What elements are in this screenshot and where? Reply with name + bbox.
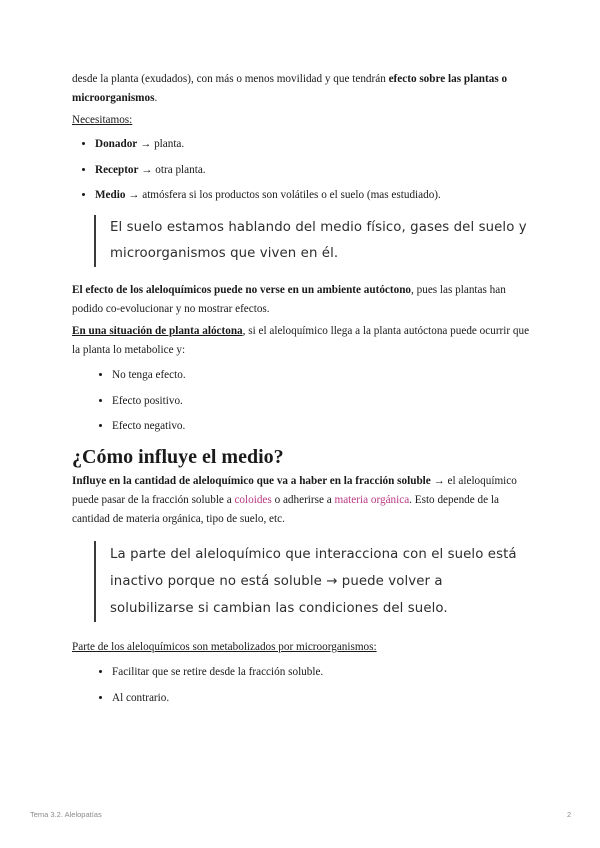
aloctona-list	[72, 366, 530, 436]
intro-bold: efecto sobre las plantas o microorganismos	[72, 73, 508, 104]
intro-end: .	[154, 92, 158, 104]
necesitamos-heading: Necesitamos:	[72, 114, 133, 126]
efecto-paragraph	[72, 281, 530, 319]
section-title: ¿Cómo influye el medio?	[72, 446, 284, 468]
aloctona-bold: En una situación de planta alóctona	[72, 325, 243, 337]
section-bold: Influye en la cantidad de aleloquímico que va a haber en la fracción soluble	[72, 475, 431, 487]
item-text: → planta.	[137, 138, 185, 150]
list-item: • No tenga efecto.	[112, 366, 530, 385]
blockquote-medio: El suelo estamos hablando del medio físico, gases del suelo y microorganismos que viven en él.	[94, 215, 530, 267]
list-item: • Al contrario.	[112, 689, 530, 708]
list-item	[95, 161, 530, 180]
metabolizados-list	[72, 663, 530, 708]
aloctona-paragraph	[72, 322, 530, 360]
efecto-text: , pues las plantas han podido co-evolucionar y no mostrar efectos.	[72, 284, 506, 315]
list-item: • Efecto positivo.	[112, 392, 530, 411]
aloctona-text: , si el aleloquímico llega a la planta autóctona puede ocurrir que la planta lo metabolice y:	[72, 325, 530, 356]
list-item	[95, 135, 530, 154]
list-item: • Efecto negativo.	[112, 417, 530, 436]
document-body	[72, 70, 530, 714]
section-paragraph	[72, 472, 530, 529]
item-bold: Receptor	[95, 163, 139, 176]
materia-organica-link[interactable]: materia orgánica	[334, 494, 410, 506]
item-text: → otra planta.	[138, 163, 206, 176]
efecto-bold: El efecto de los aleloquímicos puede no verse en un ambiente autóctono	[72, 284, 412, 296]
footer-title: Tema 3.2. Alelopatías	[30, 810, 102, 819]
item-text: → atmósfera si los productos son volátiles o el suelo (mas estudiado).	[125, 189, 441, 201]
intro-text: desde la planta (exudados), con más o menos movilidad y que tendrán	[72, 73, 389, 85]
section-text: . Esto depende de la cantidad de materia orgánica, tipo de suelo, etc.	[72, 494, 499, 525]
page-number: 2	[567, 810, 572, 819]
coloides-link[interactable]: coloides	[234, 494, 272, 506]
section-text: → el aleloquímico puede pasar de la fracción soluble a	[72, 475, 517, 506]
necesitamos-list	[72, 135, 530, 205]
list-item: • Facilitar que se retire desde la fracción soluble.	[112, 663, 530, 682]
blockquote-inactivo: La parte del aleloquímico que interacciona con el suelo está inactivo porque no está soluble → puede volver a solubilizarse si cambian las condiciones del suelo.	[94, 541, 530, 622]
intro-paragraph	[72, 70, 530, 108]
item-bold: Donador	[95, 138, 138, 150]
section-text: o adherirse a	[271, 494, 335, 506]
item-bold: Medio	[95, 189, 126, 201]
metabolizados-heading: Parte de los aleloquímicos son metabolizados por microorganismos:	[72, 641, 377, 653]
list-item	[95, 186, 530, 205]
